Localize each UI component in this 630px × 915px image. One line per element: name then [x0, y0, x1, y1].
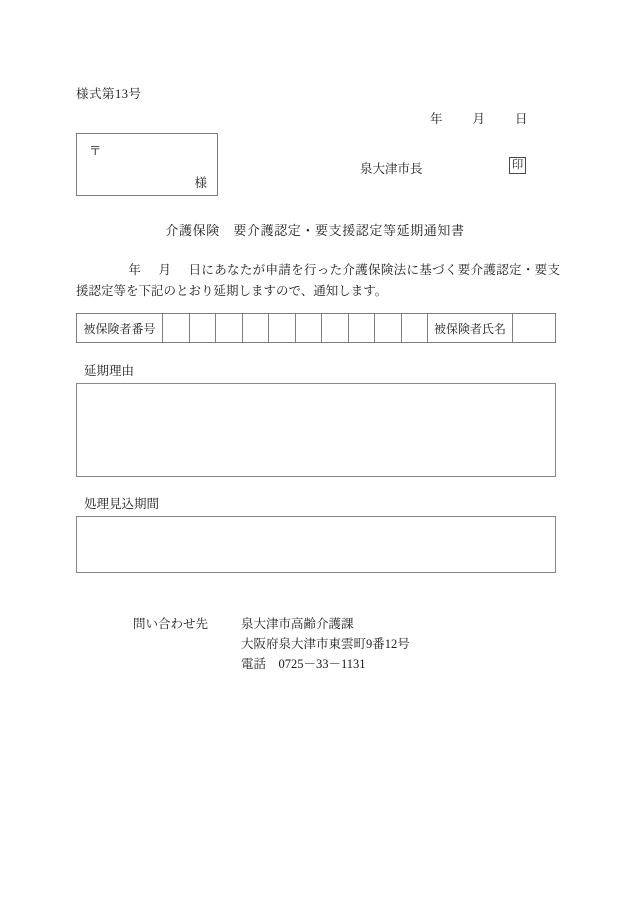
insured-person-table: [76, 313, 556, 343]
insured-name-label: 被保険者氏名: [428, 314, 513, 342]
body-year-label: 年: [128, 263, 142, 277]
contact-phone: 電話 0725－33－1131: [241, 657, 366, 671]
reason-input-box[interactable]: [76, 383, 556, 477]
insured-number-cell[interactable]: [190, 314, 217, 342]
issue-date-year-label: 年: [430, 112, 443, 126]
contact-block: [133, 614, 410, 674]
insured-number-cell[interactable]: [269, 314, 296, 342]
insured-number-cell[interactable]: [163, 314, 190, 342]
period-section-label: 処理見込期間: [84, 497, 160, 511]
addressee-box[interactable]: [76, 133, 218, 196]
insured-number-cell[interactable]: [349, 314, 376, 342]
insured-number-cell[interactable]: [296, 314, 323, 342]
issue-date-month-label: 月: [472, 112, 486, 126]
insured-number-cell[interactable]: [322, 314, 349, 342]
insured-number-cells: [163, 314, 428, 342]
insured-number-label: 被保険者番号: [77, 314, 163, 342]
form-number: 様式第13号: [76, 87, 142, 101]
body-text: にあなたが申請を行った介護保険法に基づく要介護認定・要支援認定等を下記のとおり延期しますので、通知します。: [76, 263, 560, 298]
issuer-name: 泉大津市長: [360, 162, 423, 176]
contact-label: 問い合わせ先: [133, 617, 209, 631]
insured-number-cell[interactable]: [243, 314, 270, 342]
issue-date-day-label: 日: [515, 112, 528, 126]
seal-stamp-box: 印: [509, 157, 526, 174]
contact-address: 大阪府泉大津市東雲町9番12号: [241, 637, 410, 651]
issue-date-line: [430, 109, 528, 127]
insured-number-cell[interactable]: [375, 314, 402, 342]
contact-department: 泉大津市高齢介護課: [241, 617, 354, 631]
body-month-label: 月: [158, 263, 172, 277]
postal-code-mark: 〒: [89, 144, 102, 158]
insured-number-cell[interactable]: [216, 314, 243, 342]
insured-name-value[interactable]: [513, 314, 555, 342]
insured-number-cell[interactable]: [402, 314, 429, 342]
reason-section-label: 延期理由: [84, 364, 135, 378]
document-title: 介護保険 要介護認定・要支援認定等延期通知書: [165, 223, 465, 238]
body-paragraph: [76, 260, 560, 302]
addressee-honorific: 様: [194, 176, 207, 190]
body-day-label: 日: [188, 263, 202, 277]
period-input-box[interactable]: [76, 516, 556, 573]
